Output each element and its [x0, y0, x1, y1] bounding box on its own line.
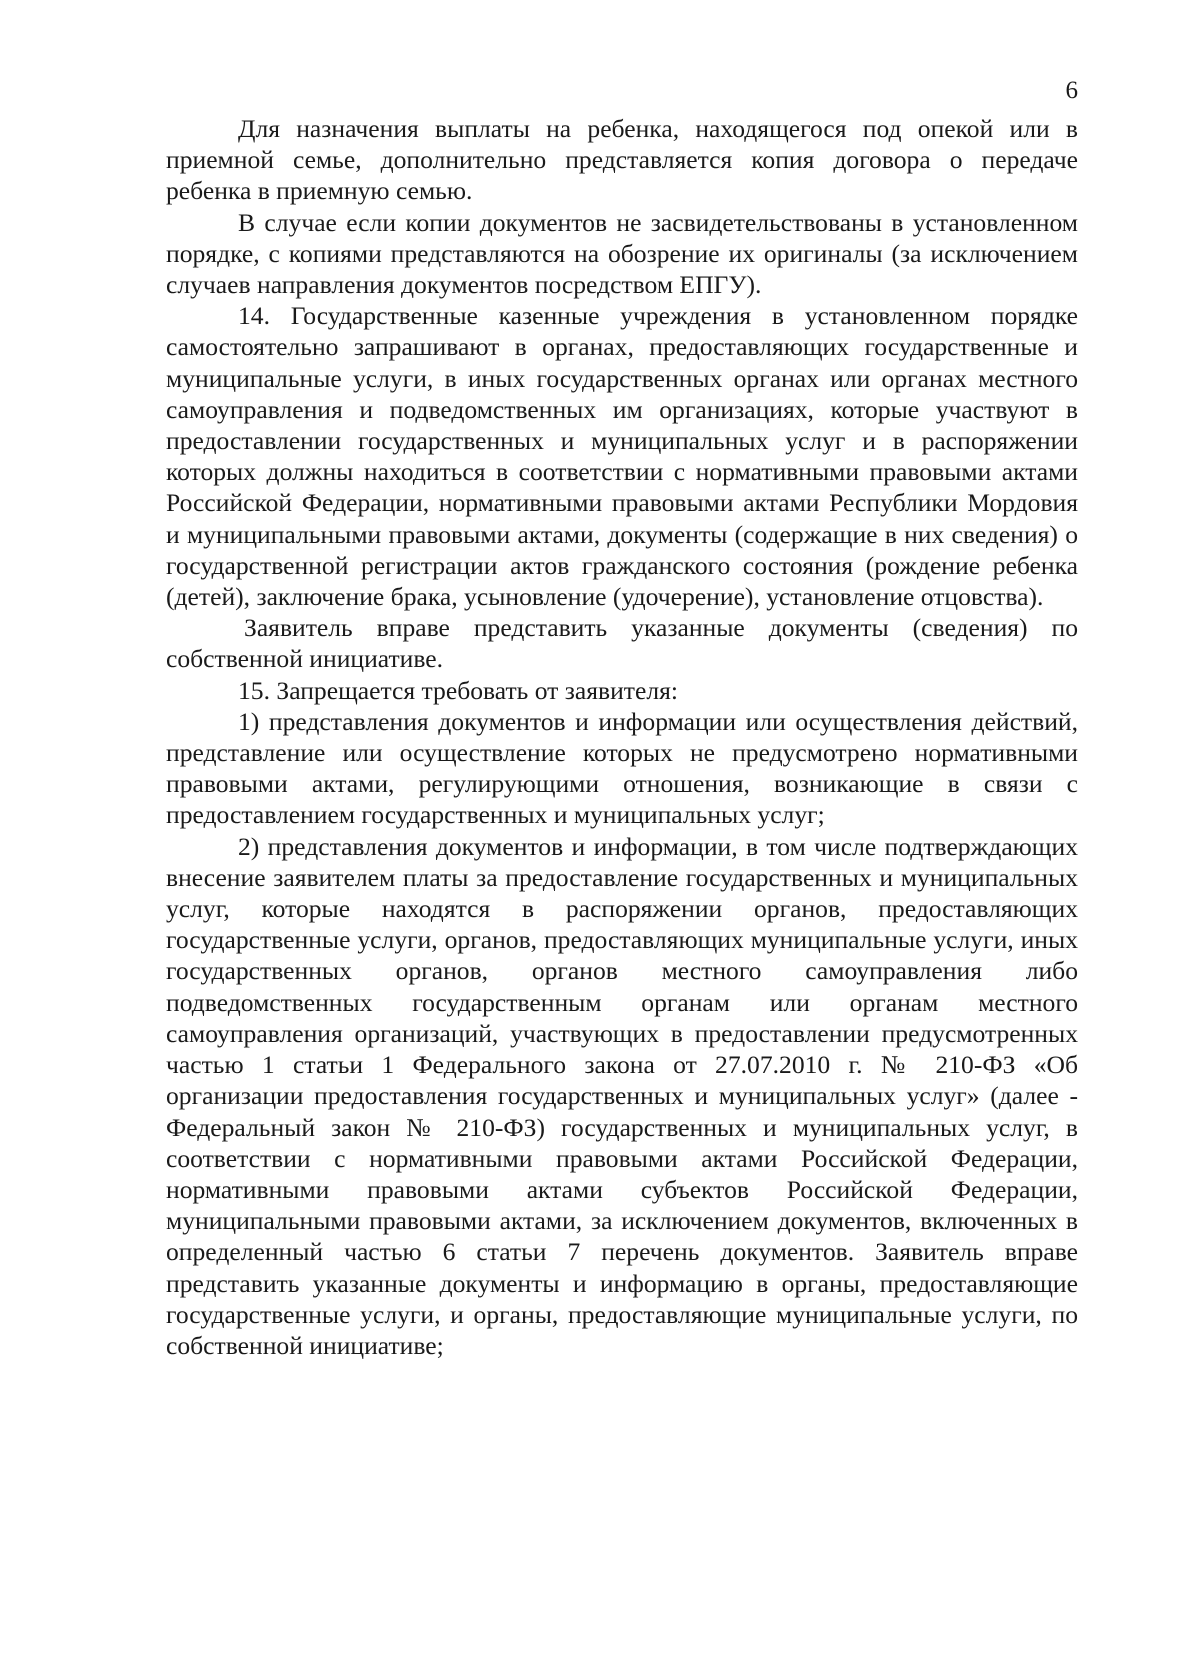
paragraph-copies-originals: В случае если копии документов не засвидетельствованы в установленном порядке, с копиями представляются на обозрение их оригиналы (за исключением случаев направления документов посредством ЕПГУ).: [166, 207, 1078, 300]
list-item-2: 2) представления документов и информации, в том числе подтверждающих внесение заявителем платы за предоставление государственных и муниципальных услуг, которые находятся в распоряжении органов, предоставляющих государственные услуги, органов, предоставляющих муниципальные услуги, иных государственных органов, органов местного самоуправления либо подведомственных государственным органам или органам местного самоуправления организаций, участвующих в предоставлении предусмотренных частью 1 статьи 1 Федерального закона от 27.07.2010 г. № 210-ФЗ «Об организации предоставления государственных и муниципальных услуг» (далее - Федеральный закон № 210-ФЗ) государственных и муниципальных услуг, в соответствии с нормативными правовыми актами Российской Федерации, нормативными правовыми актами субъектов Российской Федерации, муниципальными правовыми актами, за исключением документов, включенных в определенный частью 6 статьи 7 перечень документов. Заявитель вправе представить указанные документы и информацию в органы, предоставляющие государственные услуги, и органы, предоставляющие муниципальные услуги, по собственной инициативе;: [166, 831, 1078, 1360]
paragraph-15-prohibited: 15. Запрещается требовать от заявителя:: [238, 675, 678, 705]
page-number: 6: [1065, 77, 1078, 104]
list-item-1: 1) представления документов и информации или осуществления действий, представление или осуществление которых не предусмотрено нормативными правовыми актами, регулирующими отношения, возникающие в связи с предоставлением государственных и муниципальных услуг;: [166, 706, 1078, 830]
paragraph-14-requests: 14. Государственные казенные учреждения в установленном порядке самостоятельно запрашивают в органах, предоставляющих государственные и муниципальные услуги, в иных государственных органах или органах местного самоуправления и подведомственных им организациях, которые участвуют в предоставлении государственных и муниципальных услуг и в распоряжении которых должны находиться в соответствии с нормативными правовыми актами Российской Федерации, нормативными правовыми актами Республики Мордовия и муниципальными правовыми актами, документы (содержащие в них сведения) о государственной регистрации актов гражданского состояния (рождение ребенка (детей), заключение брака, усыновление (удочерение), установление отцовства).: [166, 301, 1078, 612]
paragraph-guardianship: Для назначения выплаты на ребенка, находящегося под опекой или в приемной семье, дополнительно представляется копия договора о передаче ребенка в приемную семью.: [166, 114, 1078, 206]
document-body: [166, 113, 1078, 1361]
paragraph-applicant-right: Заявитель вправе представить указанные документы (сведения) по собственной инициативе.: [166, 613, 1078, 674]
